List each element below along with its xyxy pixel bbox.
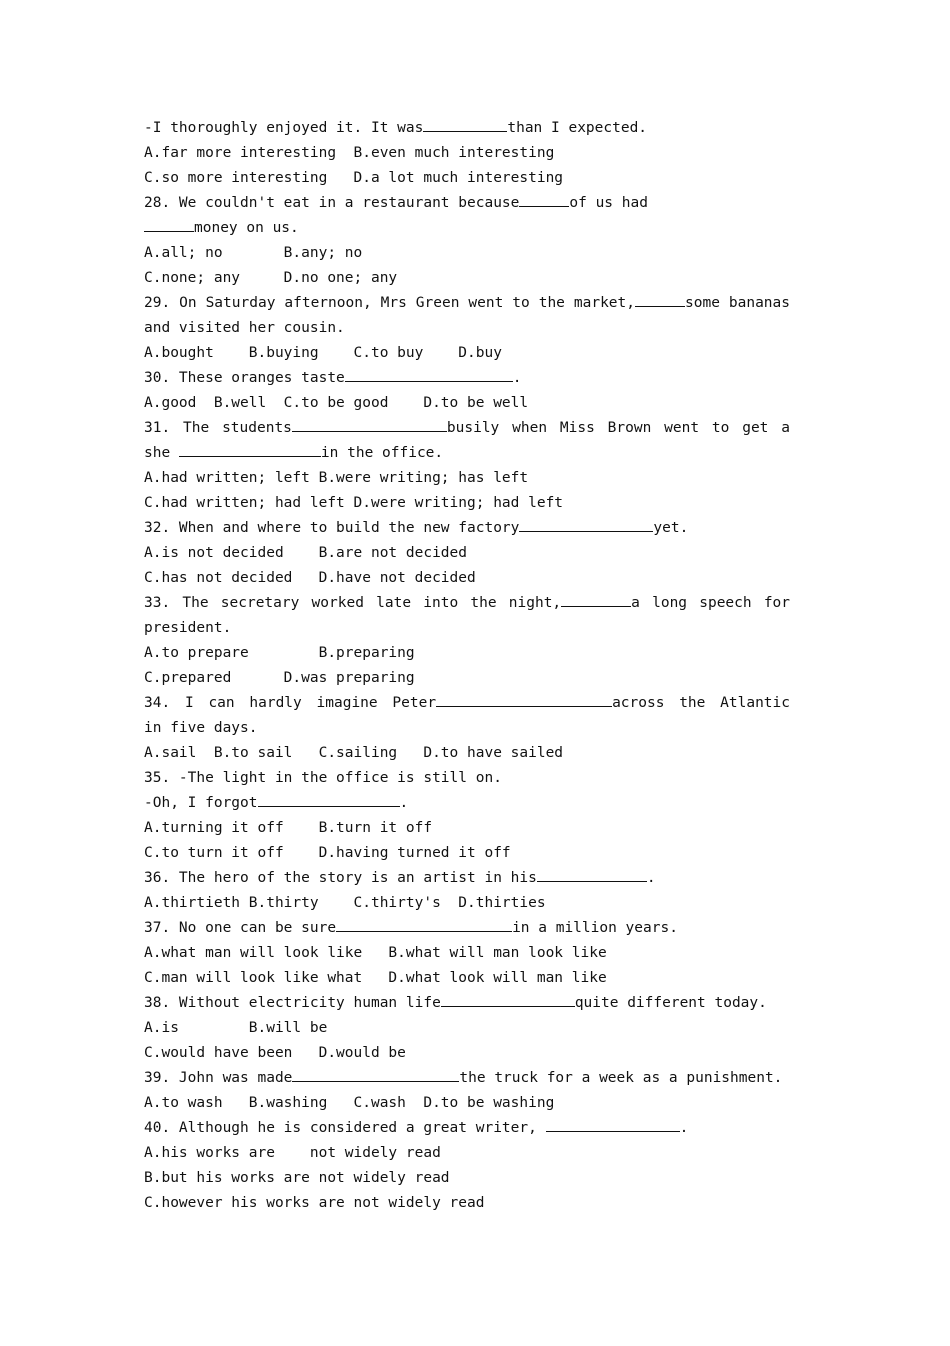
line-text: a long speech for	[631, 595, 790, 611]
answer-blank[interactable]	[546, 1116, 680, 1132]
text-line	[144, 141, 790, 166]
text-line	[144, 791, 790, 816]
text-line	[144, 691, 790, 716]
line-text: 37. No one can be sure	[144, 920, 337, 936]
line-text: A.far more interesting B.even much interesting	[144, 145, 555, 161]
answer-blank[interactable]	[292, 1066, 459, 1082]
line-text: A.is not decided B.are not decided	[144, 545, 468, 561]
line-text: -I thoroughly enjoyed it. It was	[144, 120, 424, 136]
line-text: C.none; any D.no one; any	[144, 270, 398, 286]
text-line	[144, 866, 790, 891]
answer-blank[interactable]	[336, 916, 512, 932]
answer-blank[interactable]	[258, 791, 400, 807]
line-text: 29. On Saturday afternoon, Mrs Green went to the market,	[144, 295, 635, 311]
answer-blank[interactable]	[561, 591, 631, 607]
line-text: yet.	[653, 520, 689, 536]
text-line	[144, 941, 790, 966]
answer-blank[interactable]	[436, 691, 612, 707]
line-text: A.sail B.to sail C.sailing D.to have sailed	[144, 745, 564, 761]
text-line	[144, 1066, 790, 1091]
line-text: president.	[144, 620, 232, 636]
line-text: C.to turn it off D.having turned it off	[144, 845, 511, 861]
line-text: A.bought B.buying C.to buy D.buy	[144, 345, 502, 361]
answer-blank[interactable]	[441, 991, 575, 1007]
line-text: A.is B.will be	[144, 1020, 328, 1036]
answer-blank[interactable]	[537, 866, 647, 882]
line-text: in a million years.	[512, 920, 678, 936]
text-line	[144, 266, 790, 291]
line-text: than I expected.	[507, 120, 648, 136]
text-line	[144, 416, 790, 441]
line-text: of us had	[569, 195, 648, 211]
line-text: the truck for a week as a punishment.	[459, 1070, 783, 1086]
text-line	[144, 441, 790, 466]
line-text: C.would have been D.would be	[144, 1045, 406, 1061]
text-line	[144, 316, 790, 341]
line-text: A.to prepare B.preparing	[144, 645, 415, 661]
text-line	[144, 1091, 790, 1116]
text-line	[144, 1116, 790, 1141]
line-text: C.had written; had left D.were writing; had left	[144, 495, 564, 511]
line-text: B.but his works are not widely read	[144, 1170, 450, 1186]
line-text: 31. The students	[144, 420, 292, 436]
line-text: 30. These oranges taste	[144, 370, 345, 386]
line-text: A.all; no B.any; no	[144, 245, 363, 261]
text-line	[144, 716, 790, 741]
line-text: 32. When and where to build the new factory	[144, 520, 520, 536]
line-text: C.has not decided D.have not decided	[144, 570, 476, 586]
text-line	[144, 391, 790, 416]
text-line	[144, 466, 790, 491]
line-text: 39. John was made	[144, 1070, 293, 1086]
line-text: C.prepared D.was preparing	[144, 670, 415, 686]
line-text: A.good B.well C.to be good D.to be well	[144, 395, 529, 411]
text-line	[144, 916, 790, 941]
text-line	[144, 1041, 790, 1066]
line-text: 35. -The light in the office is still on.	[144, 770, 502, 786]
answer-blank[interactable]	[292, 416, 447, 432]
line-text: 40. Although he is considered a great writer,	[144, 1120, 546, 1136]
answer-blank[interactable]	[519, 516, 653, 532]
text-line	[144, 566, 790, 591]
line-text: 34. I can hardly imagine Peter	[144, 695, 437, 711]
line-text: .	[646, 870, 656, 886]
answer-blank[interactable]	[179, 441, 321, 457]
line-text: A.to wash B.washing C.wash D.to be washing	[144, 1095, 555, 1111]
line-text: .	[679, 1120, 689, 1136]
text-line	[144, 241, 790, 266]
text-line	[144, 116, 790, 141]
line-text: some bananas	[685, 295, 790, 311]
text-line	[144, 591, 790, 616]
text-line	[144, 641, 790, 666]
text-line	[144, 616, 790, 641]
text-line	[144, 491, 790, 516]
line-text: 36. The hero of the story is an artist in his	[144, 870, 537, 886]
text-line	[144, 541, 790, 566]
line-text: A.had written; left B.were writing; has left	[144, 470, 529, 486]
line-text: -Oh, I forgot	[144, 795, 258, 811]
line-text: money on us.	[194, 220, 299, 236]
line-text: .	[399, 795, 409, 811]
line-text: in five days.	[144, 720, 258, 736]
line-text: 28. We couldn't eat in a restaurant because	[144, 195, 520, 211]
line-text: C.however his works are not widely read	[144, 1195, 485, 1211]
text-line	[144, 1191, 790, 1216]
line-text: A.turning it off B.turn it off	[144, 820, 433, 836]
text-line	[144, 891, 790, 916]
line-text: in the office.	[320, 445, 444, 461]
text-line	[144, 741, 790, 766]
answer-blank[interactable]	[519, 191, 569, 207]
text-line	[144, 166, 790, 191]
line-text: A.what man will look like B.what will man look like	[144, 945, 607, 961]
answer-blank[interactable]	[635, 291, 685, 307]
text-line	[144, 191, 790, 216]
answer-blank[interactable]	[144, 216, 194, 232]
line-text: .	[512, 370, 522, 386]
exam-page	[144, 116, 790, 1216]
line-text: C.so more interesting D.a lot much interesting	[144, 170, 564, 186]
line-text: she	[144, 445, 179, 461]
line-text: busily when Miss Brown went to get a	[446, 420, 790, 436]
text-line	[144, 991, 790, 1016]
line-text: 38. Without electricity human life	[144, 995, 441, 1011]
text-line	[144, 666, 790, 691]
line-text: C.man will look like what D.what look will man like	[144, 970, 607, 986]
text-line	[144, 341, 790, 366]
text-line	[144, 841, 790, 866]
line-text: and visited her cousin.	[144, 320, 345, 336]
text-line	[144, 366, 790, 391]
text-line	[144, 766, 790, 791]
text-line	[144, 816, 790, 841]
text-line	[144, 1141, 790, 1166]
line-text: 33. The secretary worked late into the night,	[144, 595, 562, 611]
answer-blank[interactable]	[423, 116, 507, 132]
text-line	[144, 216, 790, 241]
text-line	[144, 1166, 790, 1191]
text-line	[144, 966, 790, 991]
line-text: A.thirtieth B.thirty C.thirty's D.thirties	[144, 895, 546, 911]
text-line	[144, 291, 790, 316]
answer-blank[interactable]	[345, 366, 513, 382]
line-text: quite different today.	[574, 995, 767, 1011]
text-line	[144, 1016, 790, 1041]
line-text: across the Atlantic	[612, 695, 790, 711]
line-text: A.his works are not widely read	[144, 1145, 441, 1161]
text-line	[144, 516, 790, 541]
